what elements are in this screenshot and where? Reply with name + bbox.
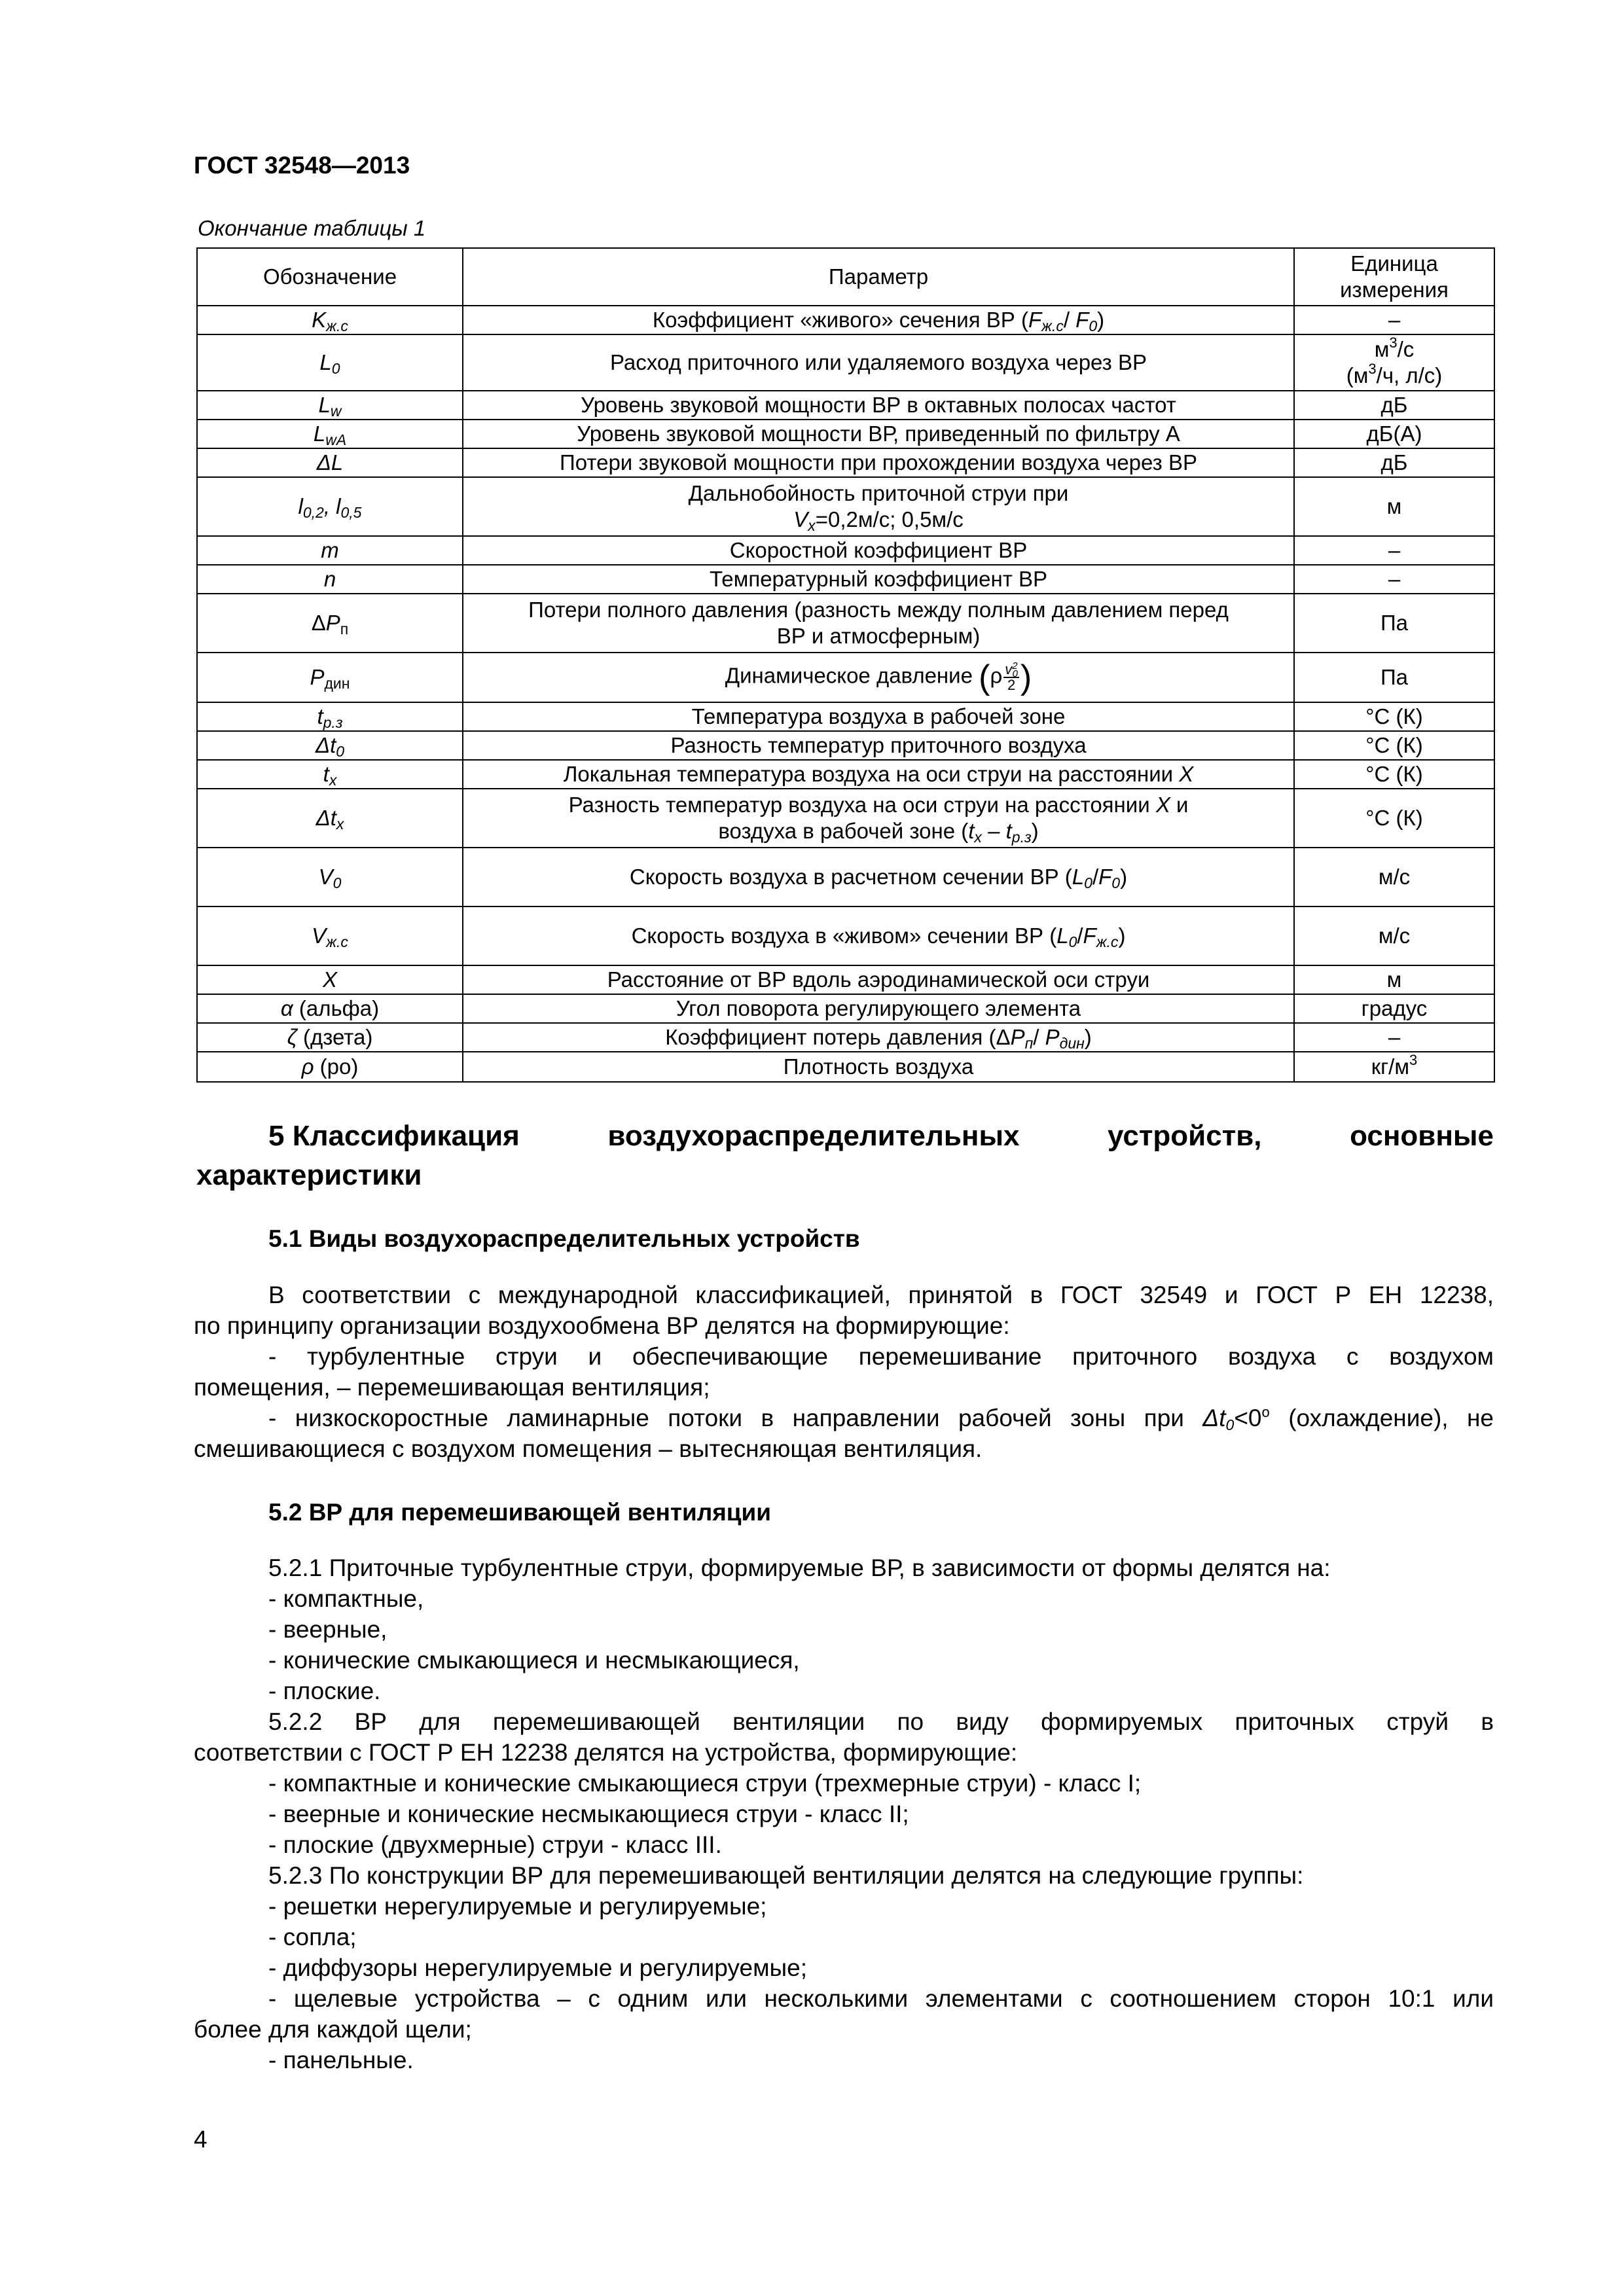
table-row xyxy=(197,731,1494,760)
parameter-cell: Скоростной коэффициент ВР xyxy=(463,536,1294,565)
unit-cell: градус xyxy=(1294,994,1494,1023)
table-caption: Окончание таблицы 1 xyxy=(198,216,426,240)
symbol-cell: $l_{0,2}$, $l_{0,5}$ xyxy=(197,477,463,536)
list-item: - плоские (двухмерные) струи - класс III. xyxy=(268,1831,722,1858)
section-5-heading: 5 Классификация воздухораспределительных устройств, основные характеристики xyxy=(196,1120,1494,1191)
parameter-cell: Плотность воздуха xyxy=(463,1052,1294,1082)
parameter-cell: Расстояние от ВР вдоль аэродинамической оси струи xyxy=(463,965,1294,994)
list-item: - диффузоры нерегулируемые и регулируемые; xyxy=(268,1954,807,1981)
parameter-cell: Разность температур приточного воздуха xyxy=(463,731,1294,760)
table-row xyxy=(197,448,1494,477)
unit-cell: °С (К) xyxy=(1294,760,1494,789)
unit-cell: – xyxy=(1294,565,1494,594)
symbol-cell: ζ (дзета) xyxy=(197,1023,463,1052)
list-item: - конические смыкающиеся и несмыкающиеся, xyxy=(268,1647,800,1674)
unit-cell: – xyxy=(1294,1023,1494,1052)
symbol-cell: X xyxy=(197,965,463,994)
symbol-cell: $K_{ж.с}$ xyxy=(197,306,463,334)
symbol-cell: $P_{дин}$ xyxy=(197,653,463,702)
unit-cell: $м^3/с$ ($м^3/ч$, л/с) xyxy=(1294,334,1494,391)
table-row xyxy=(197,334,1494,391)
list-item: - панельные. xyxy=(268,2047,414,2073)
symbol-cell: $L_0$ xyxy=(197,334,463,391)
section-5-2-text: 5.2.1 Приточные турбулентные струи, формируемые ВР, в зависимости от формы делятся на: - компактные, - веерные, - конические смыкающиеся и несмыкающиеся, - плоские. 5.2.2 ВР для перемешивающей вентиляции по виду формируемых приточных струй в соответствии с ГОСТ Р ЕН 12238 делятся на устройства, формирующие: - компактные и конические смыкающиеся струи (трехмерные струи) - класс I; - веерные и конические несмыкающиеся струи - класс II; - плоские (двухмерные) струи - класс III. 5.2.3 По конструкции ВР для перемешивающей вентиляции делятся на следующие группы: - решетки нерегулируемые и регулируемые; - сопла; - диффузоры нерегулируемые и регулируемые; - щелевые устройства – с одним или несколькими элементами с соотношением сторон 10:1 или более для каждой щели; - панельные. xyxy=(194,1552,1494,2075)
table-row xyxy=(197,391,1494,420)
symbol-cell: $\Delta P_п$ xyxy=(197,594,463,653)
parameter-cell: Скорость воздуха в «живом» сечении ВР $(L_0/F_{ж.с})$ xyxy=(463,906,1294,965)
unit-cell: дБ xyxy=(1294,448,1494,477)
symbol-cell: $L_{wA}$ xyxy=(197,420,463,448)
symbol-cell: $V_0$ xyxy=(197,848,463,906)
table-row xyxy=(197,994,1494,1023)
parameter-cell: Дальнобойность приточной струи при $V_x=0,2м/с$; 0,5м/с xyxy=(463,477,1294,536)
symbol-cell: $L_w$ xyxy=(197,391,463,420)
table-row xyxy=(197,760,1494,789)
section-5-1-text: В соответствии с международной классификацией, принятой в ГОСТ 32549 и ГОСТ Р ЕН 12238, по принципу организации воздухообмена ВР делятся на формирующие: - турбулентные струи и обеспечивающие перемешивание приточного воздуха с воздухом помещения, – перемешивающая вентиляция; - низкоскоростные ламинарные потоки в направлении рабочей зоны при $\Delta t_0<0^о$ (охлаждение), не смешивающиеся с воздухом помещения – вытесняющая вентиляция. xyxy=(194,1282,1494,1462)
parameter-cell: Коэффициент «живого» сечения ВР ($F_{ж.с}/$ $F_0$) xyxy=(463,306,1294,334)
unit-cell: °С (К) xyxy=(1294,789,1494,848)
parameter-cell: Температура воздуха в рабочей зоне xyxy=(463,702,1294,731)
table-row xyxy=(197,965,1494,994)
page-number: 4 xyxy=(194,2126,208,2153)
symbol-cell: ρ (ро) xyxy=(197,1052,463,1082)
table-row xyxy=(197,420,1494,448)
unit-cell: м xyxy=(1294,965,1494,994)
unit-cell: м xyxy=(1294,477,1494,536)
table-row xyxy=(197,1023,1494,1052)
parameter-cell: Коэффициент потерь давления ($\Delta P_п/$ $P_{дин}$) xyxy=(463,1023,1294,1052)
symbol-cell: α (альфа) xyxy=(197,994,463,1023)
parameter-cell: Разность температур воздуха на оси струи на расстоянии X и воздуха в рабочей зоне $(t_x - t_{р.з})$ xyxy=(463,789,1294,848)
formula-fraction: $\frac{v^2_0}{2}$ xyxy=(1005,660,1018,693)
parameter-cell: Скорость воздуха в расчетном сечении ВР $(L_0/F_0)$ xyxy=(463,848,1294,906)
unit-cell: – xyxy=(1294,536,1494,565)
symbol-cell: $t_{р.з}$ xyxy=(197,702,463,731)
unit-cell: $кг/м^3$ xyxy=(1294,1052,1494,1082)
table-row xyxy=(197,702,1494,731)
symbol-cell: n xyxy=(197,565,463,594)
parameter-cell: Потери звуковой мощности при прохождении воздуха через ВР xyxy=(463,448,1294,477)
symbol-cell: m xyxy=(197,536,463,565)
table-row xyxy=(197,848,1494,906)
list-item: - сопла; xyxy=(268,1924,357,1950)
parameter-cell: Потери полного давления (разность между полным давлением перед ВР и атмосферным) xyxy=(463,594,1294,653)
table-row xyxy=(197,477,1494,536)
parameter-cell: Динамическое давление (ρ $\frac{v^2_0}{2}$ ) xyxy=(463,653,1294,702)
header-symbol: Обозначение xyxy=(197,248,463,306)
unit-cell: м/с xyxy=(1294,906,1494,965)
section-5-1-heading: 5.1 Виды воздухораспределительных устройств xyxy=(268,1225,860,1252)
symbols-table xyxy=(196,247,1494,1083)
unit-cell: м/с xyxy=(1294,848,1494,906)
unit-cell: – xyxy=(1294,306,1494,334)
table-row xyxy=(197,1052,1494,1082)
list-item: - решетки нерегулируемые и регулируемые; xyxy=(268,1893,767,1920)
formula-paren-open: ( xyxy=(979,658,990,696)
unit-cell: Па xyxy=(1294,653,1494,702)
section-5-2-heading: 5.2 ВР для перемешивающей вентиляции xyxy=(268,1499,772,1526)
list-item: - плоские. xyxy=(268,1677,381,1704)
list-item: - компактные, xyxy=(268,1585,424,1612)
parameter-cell: Расход приточного или удаляемого воздуха через ВР xyxy=(463,334,1294,391)
symbol-cell: ΔL xyxy=(197,448,463,477)
symbol-cell: $V_{ж.с}$ xyxy=(197,906,463,965)
parameter-cell: Угол поворота регулирующего элемента xyxy=(463,994,1294,1023)
table-row xyxy=(197,653,1494,702)
list-item: - веерные и конические несмыкающиеся струи - класс II; xyxy=(268,1801,909,1827)
list-item: - щелевые устройства – с одним или несколькими элементами с соотношением сторон 10:1 или xyxy=(268,1985,1494,2012)
table-row xyxy=(197,536,1494,565)
unit-cell: дБ(А) xyxy=(1294,420,1494,448)
unit-cell: °С (К) xyxy=(1294,731,1494,760)
list-item: - компактные и конические смыкающиеся струи (трехмерные струи) - класс I; xyxy=(268,1770,1142,1797)
parameter-cell: Локальная температура воздуха на оси струи на расстоянии X xyxy=(463,760,1294,789)
symbol-cell: $\Delta t_x$ xyxy=(197,789,463,848)
table-row xyxy=(197,789,1494,848)
table-row xyxy=(197,906,1494,965)
symbol-cell: $t_x$ xyxy=(197,760,463,789)
formula-paren-close: ) xyxy=(1020,658,1032,696)
header-unit: Единица измерения xyxy=(1294,248,1494,306)
unit-cell: °С (К) xyxy=(1294,702,1494,731)
parameter-cell: Уровень звуковой мощности ВР, приведенный по фильтру А xyxy=(463,420,1294,448)
symbol-cell: $\Delta t_0$ xyxy=(197,731,463,760)
document-code: ГОСТ 32548—2013 xyxy=(194,152,410,179)
parameter-cell: Температурный коэффициент ВР xyxy=(463,565,1294,594)
table-row xyxy=(197,594,1494,653)
list-item: - веерные, xyxy=(268,1616,388,1643)
parameter-cell: Уровень звуковой мощности ВР в октавных полосах частот xyxy=(463,391,1294,420)
table-row xyxy=(197,306,1494,334)
unit-cell: дБ xyxy=(1294,391,1494,420)
unit-cell: Па xyxy=(1294,594,1494,653)
header-parameter: Параметр xyxy=(463,248,1294,306)
table-row xyxy=(197,565,1494,594)
table-header-row xyxy=(197,248,1494,306)
